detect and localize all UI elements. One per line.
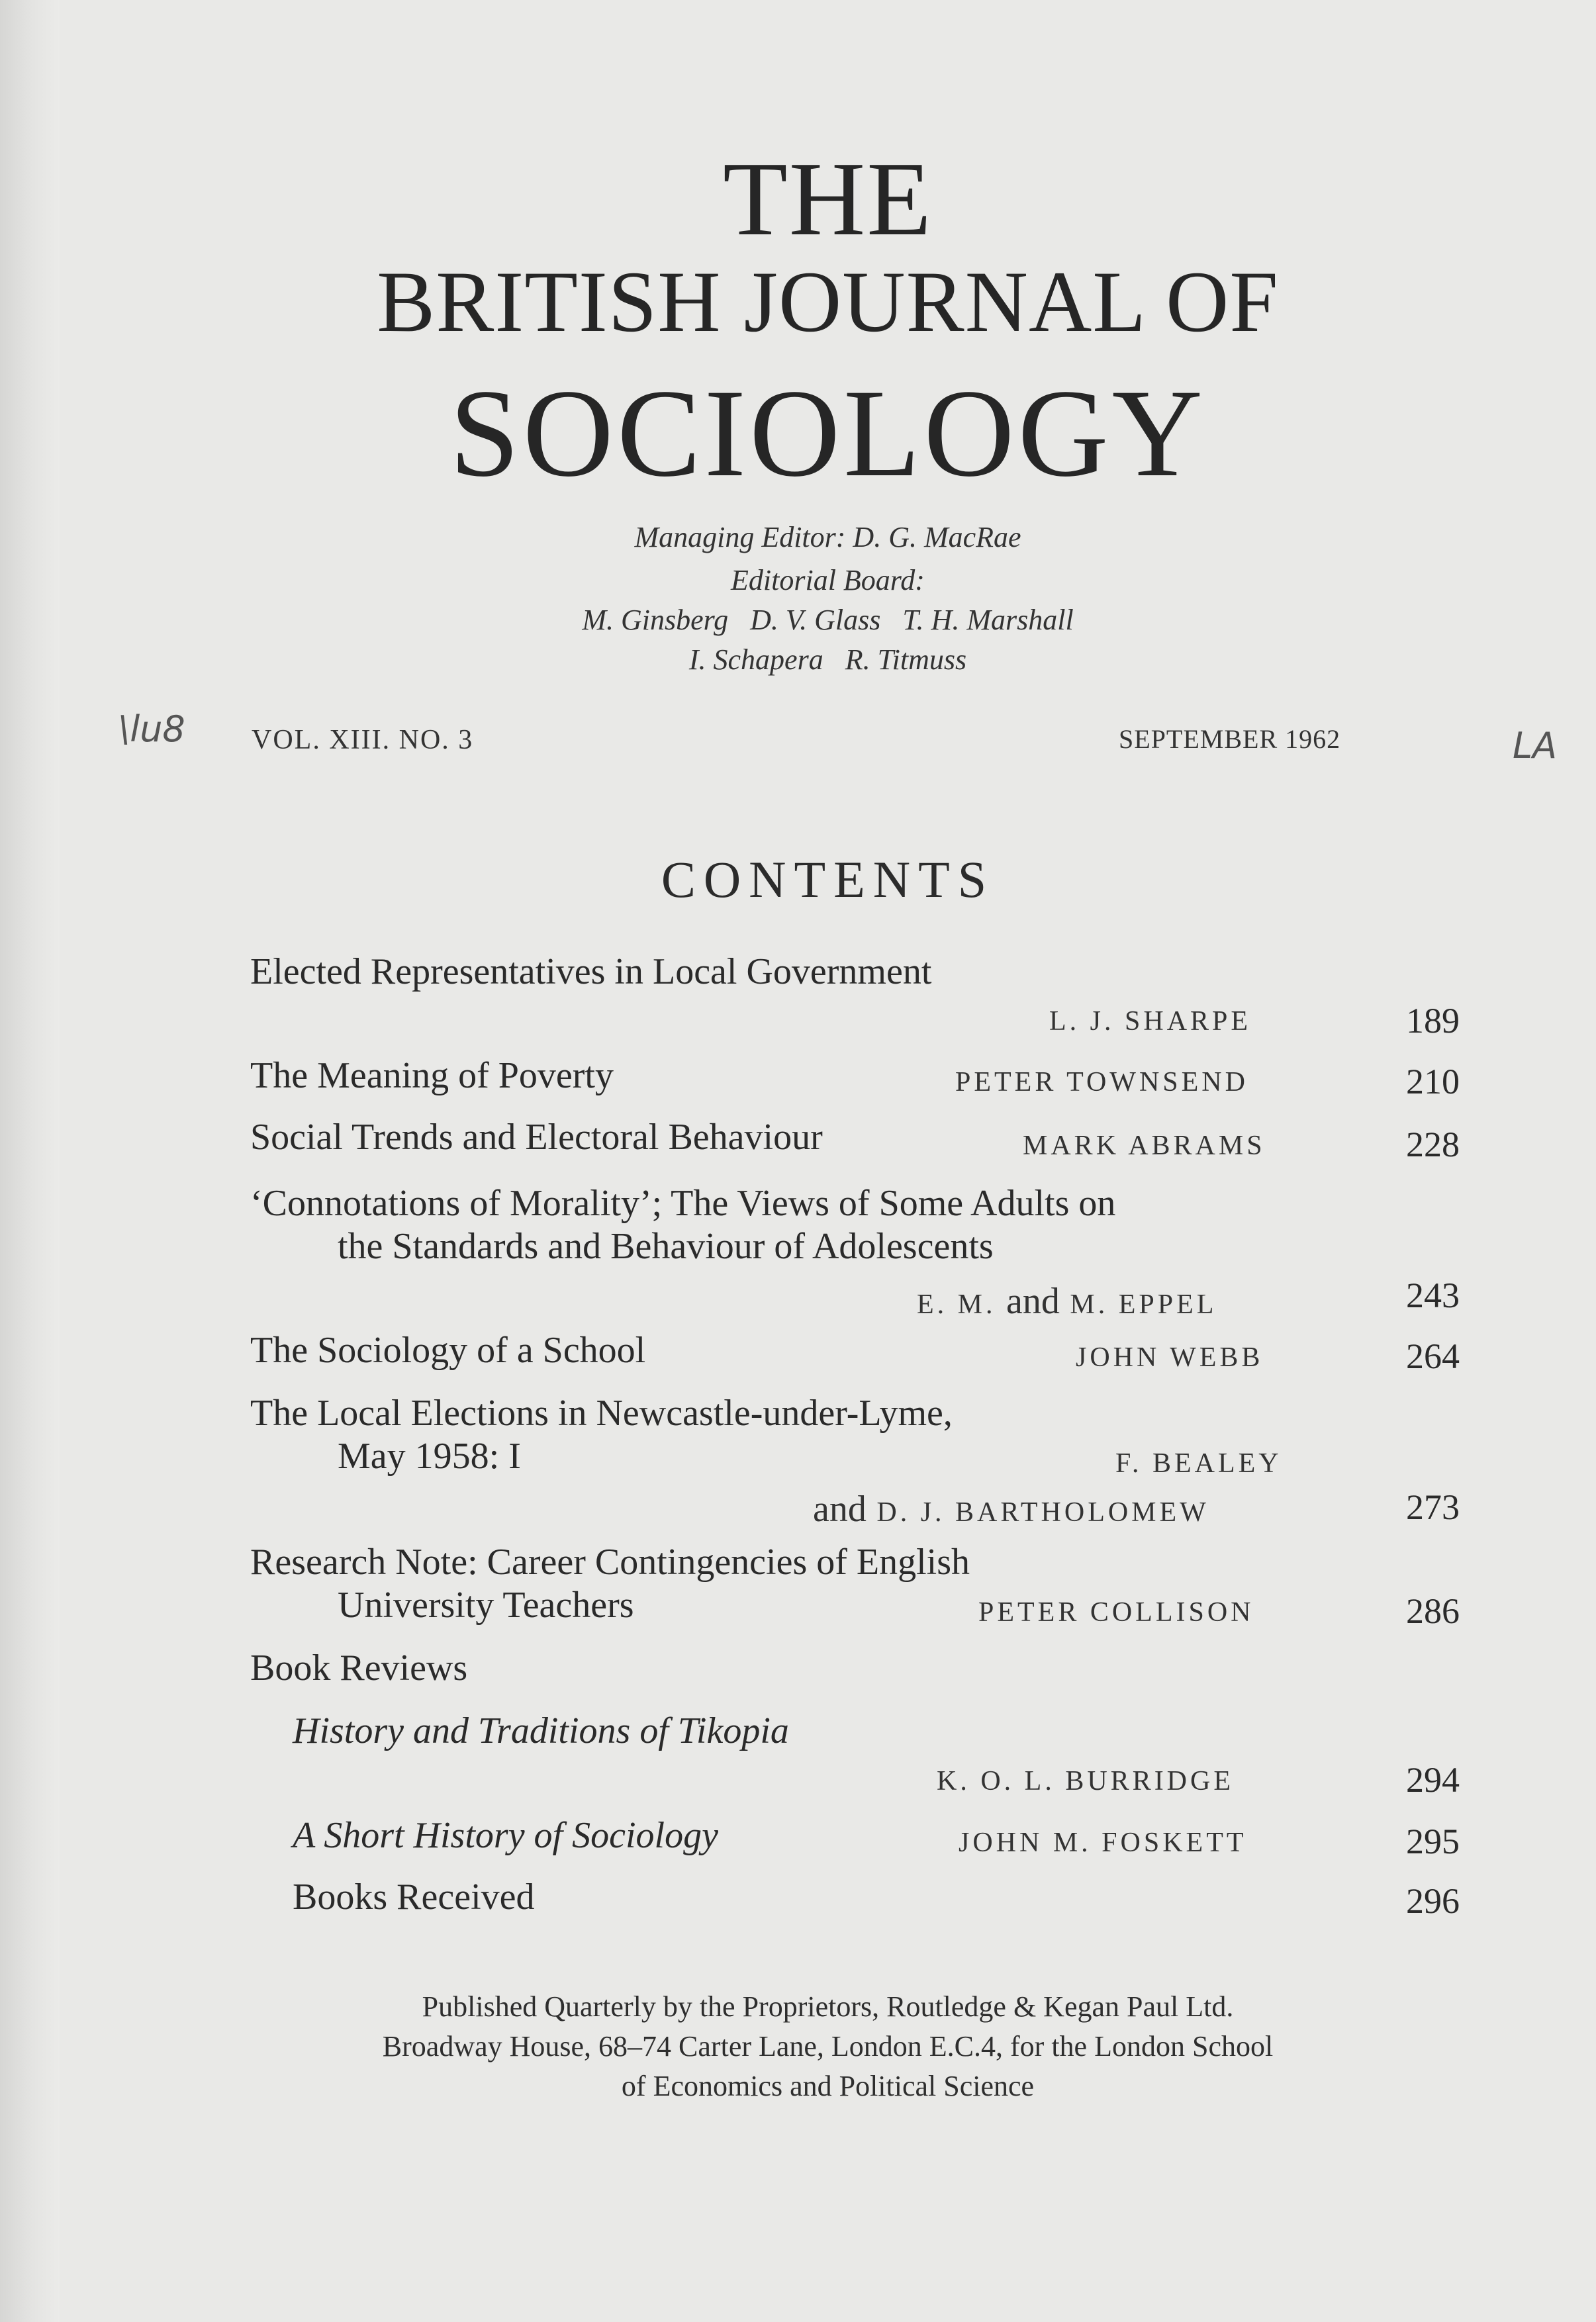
editorial-board-line-1: M. Ginsberg D. V. Glass T. H. Marshall [582, 604, 1074, 636]
imprint-line-1: Published Quarterly by the Proprietors, Routledge & Kegan Paul Ltd. [422, 1990, 1234, 2023]
contents-entry-author: F. BEALEY [1115, 1448, 1282, 1479]
contents-entry-author: JOHN WEBB [1076, 1342, 1264, 1373]
imprint-line-3: of Economics and Political Science [621, 2070, 1035, 2102]
title-the: THE [722, 140, 933, 257]
journal-cover-page [60, 0, 1596, 2322]
contents-entry-page: 295 [1406, 1822, 1460, 1861]
editorial-board-heading: Editorial Board: [731, 564, 925, 596]
contents-entry-page: 273 [1406, 1487, 1460, 1527]
contents-entry-page: 286 [1406, 1591, 1460, 1631]
page-gutter-shadow [0, 0, 60, 2322]
contents-entry-title-continued: May 1958: I [338, 1436, 521, 1477]
contents-entry-page: 210 [1406, 1062, 1460, 1101]
volume-number: VOL. XIII. NO. 3 [252, 725, 474, 755]
contents-entry-title: Social Trends and Electoral Behaviour [250, 1117, 823, 1158]
managing-editor: Managing Editor: D. G. MacRae [634, 521, 1021, 553]
handwritten-note-right: LA [1513, 725, 1558, 766]
contents-entry-title: Research Note: Career Contingencies of English [250, 1542, 970, 1583]
contents-entry-title: The Meaning of Poverty [250, 1055, 614, 1096]
contents-entry-page: 228 [1406, 1125, 1460, 1164]
contents-entry-author: PETER COLLISON [978, 1597, 1254, 1628]
contents-entry-title: Books Received [293, 1877, 535, 1918]
contents-entry-title-continued: the Standards and Behaviour of Adolescents [338, 1226, 994, 1267]
editorial-board-line-2: I. Schapera R. Titmuss [688, 643, 967, 676]
contents-entry-author: PETER TOWNSEND [955, 1067, 1248, 1097]
contents-entry-page: 189 [1406, 1001, 1460, 1041]
contents-entry-author: K. O. L. BURRIDGE [937, 1766, 1234, 1796]
contents-entry-title: A Short History of Sociology [293, 1815, 718, 1856]
title-sociology: SOCIOLOGY [449, 364, 1206, 503]
handwritten-note-left: \lu8 [118, 708, 185, 750]
title-british-journal-of: BRITISH JOURNAL OF [377, 253, 1279, 350]
author-conjunction: and [1006, 1281, 1060, 1322]
contents-entry-page: 296 [1406, 1881, 1460, 1921]
contents-entry-page: 243 [1406, 1276, 1460, 1315]
contents-entry-title: History and Traditions of Tikopia [293, 1710, 789, 1751]
book-reviews-heading: Book Reviews [250, 1648, 468, 1689]
author-name: D. J. BARTHOLOMEW [876, 1497, 1209, 1528]
contents-entry-page: 294 [1406, 1760, 1460, 1800]
contents-heading: CONTENTS [661, 851, 995, 908]
contents-entry-author [917, 1283, 1217, 1320]
contents-entry-title: The Local Elections in Newcastle-under-Lyme, [250, 1393, 953, 1434]
issue-date: SEPTEMBER 1962 [1119, 724, 1341, 754]
contents-entry-author: MARK ABRAMS [1023, 1131, 1266, 1161]
imprint-line-2: Broadway House, 68–74 Carter Lane, London E.C.4, for the London School [382, 2030, 1274, 2063]
contents-entry-author: L. J. SHARPE [1049, 1006, 1252, 1037]
contents-entry-title: ‘Connotations of Morality’; The Views of Some Adults on [250, 1183, 1116, 1224]
contents-entry-title-continued: University Teachers [338, 1585, 634, 1626]
contents-entry-author [813, 1491, 1209, 1528]
author-name: M. EPPEL [1070, 1289, 1217, 1320]
contents-entry-title: Elected Representatives in Local Government [250, 951, 932, 992]
author-conjunction: and [813, 1489, 867, 1530]
contents-entry-page: 264 [1406, 1336, 1460, 1376]
author-name: E. M. [917, 1289, 996, 1320]
contents-entry-author: JOHN M. FOSKETT [959, 1828, 1247, 1858]
contents-entry-title: The Sociology of a School [250, 1330, 646, 1371]
